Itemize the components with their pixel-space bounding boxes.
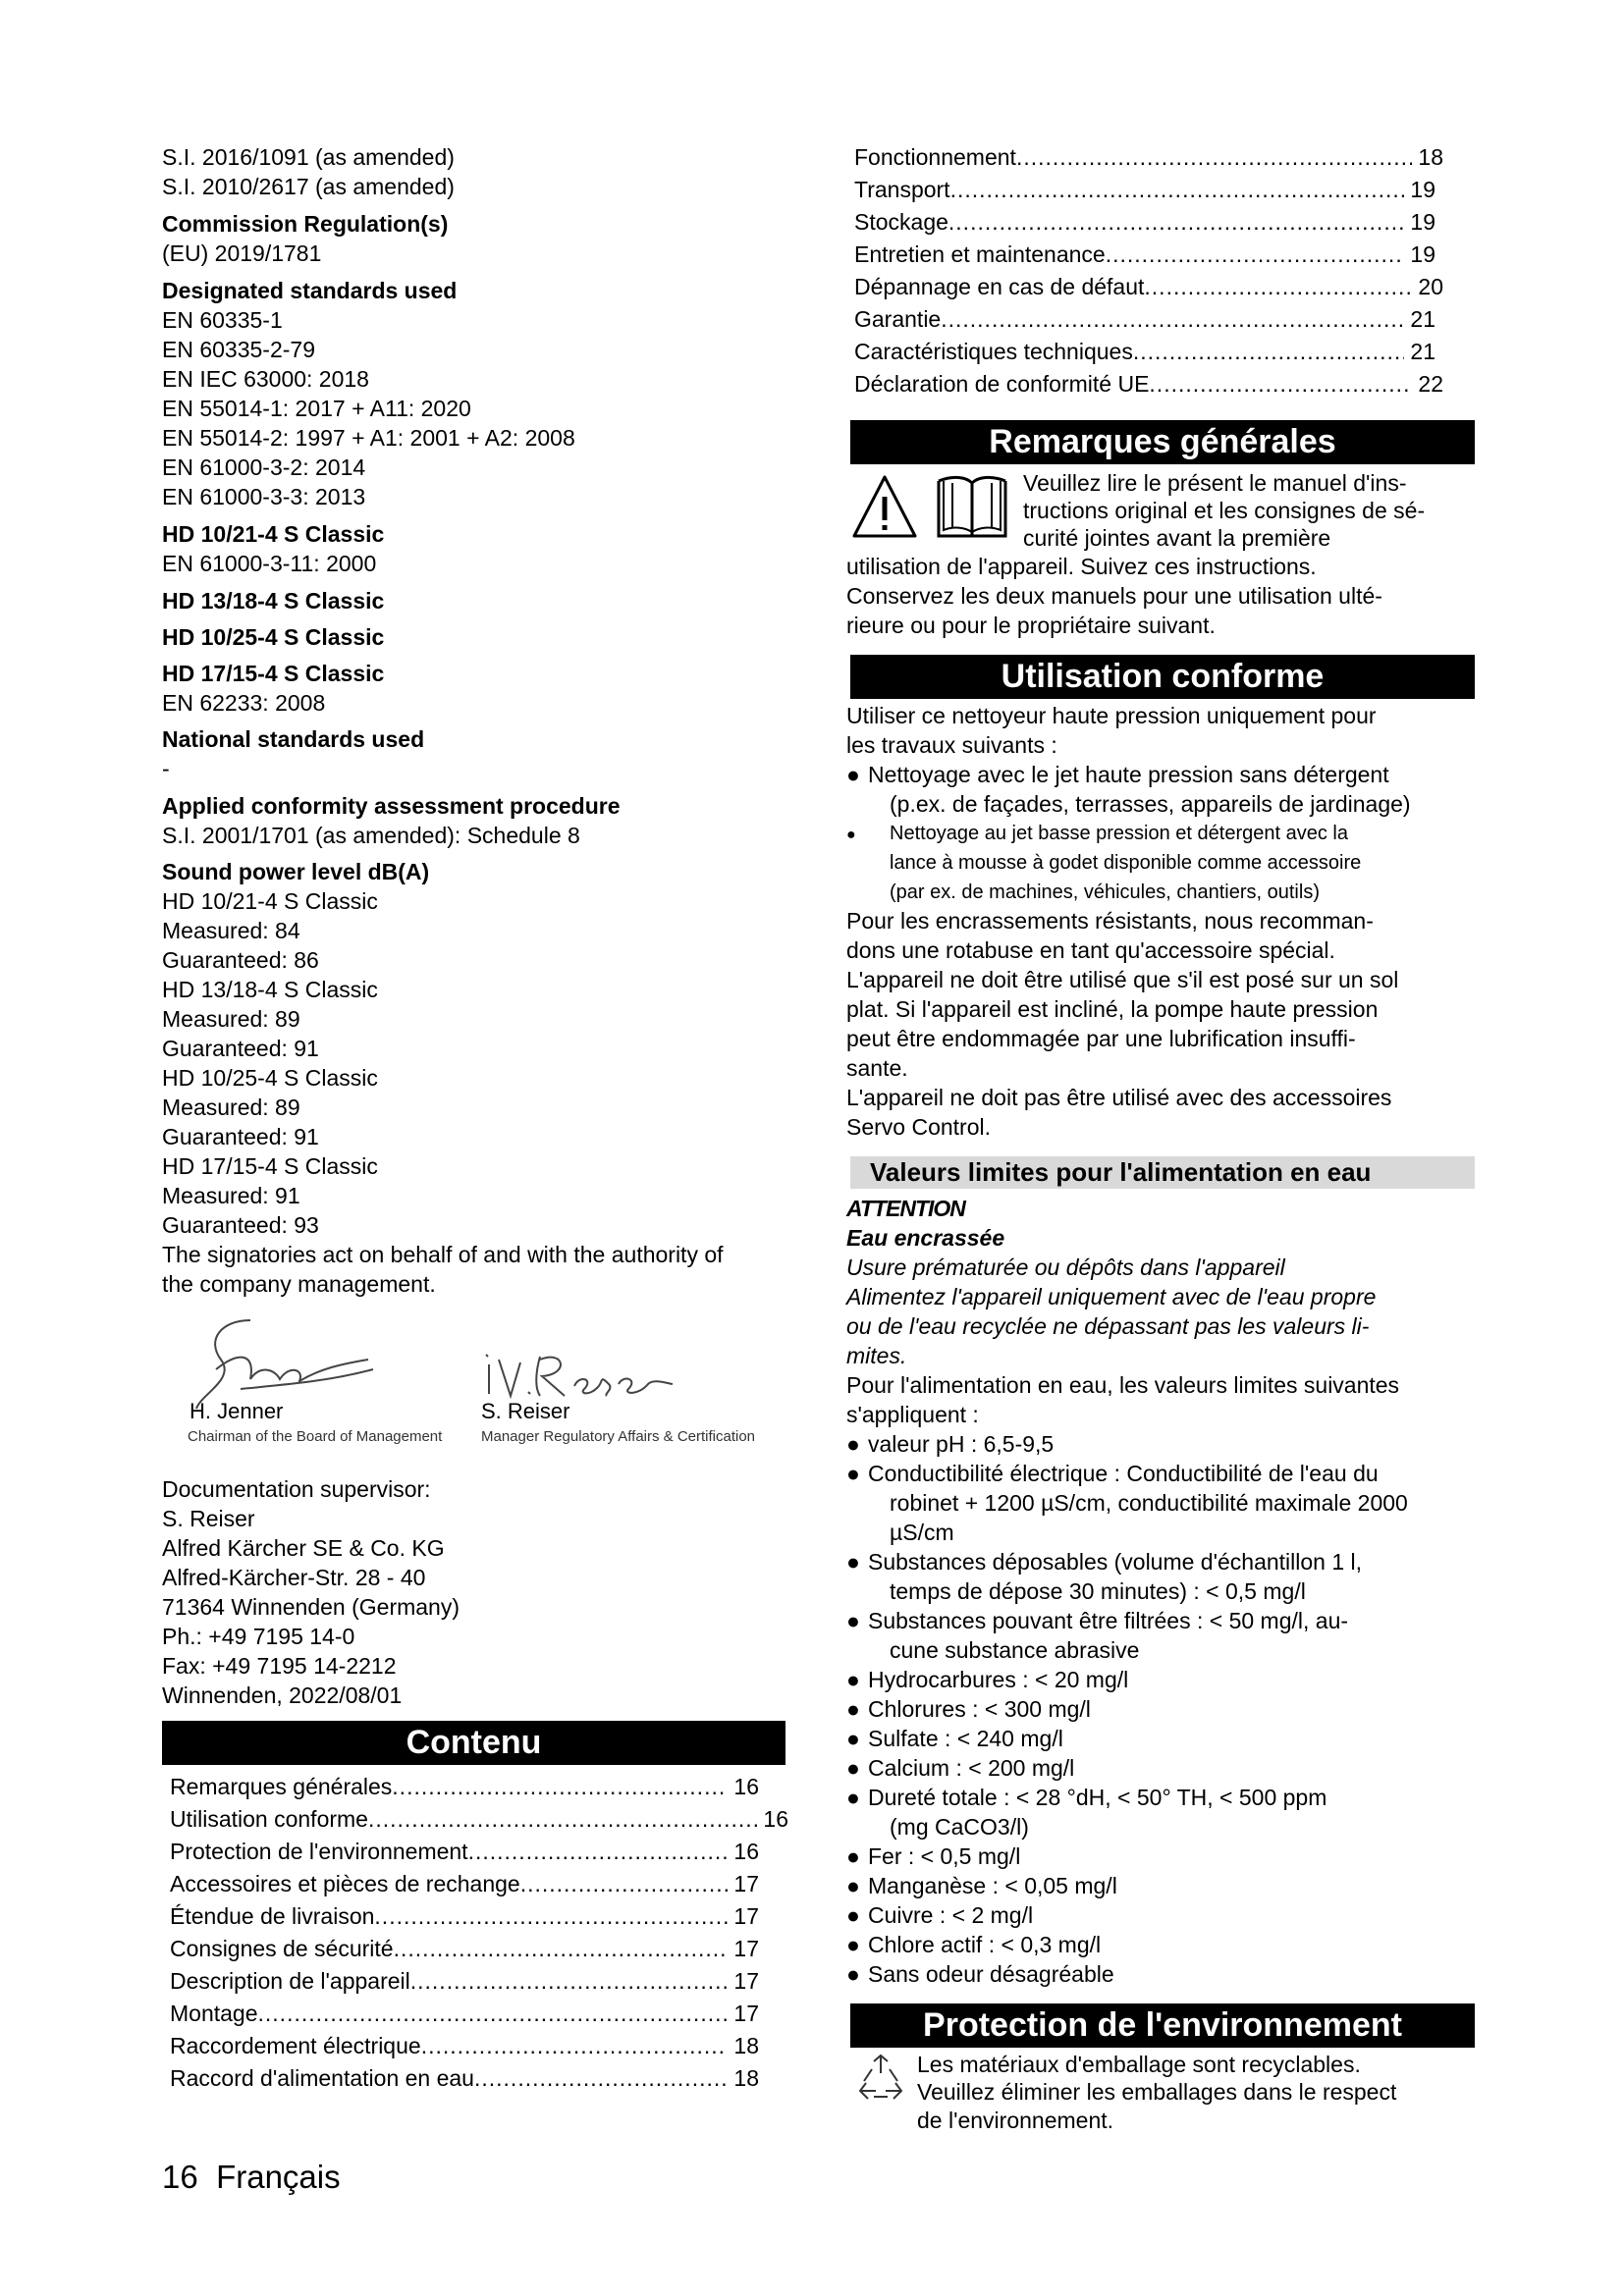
- list-item-cont: (p.ex. de façades, terrasses, appareils de jardinage): [890, 791, 1411, 817]
- manual-book-icon: [939, 477, 1005, 536]
- model-heading: HD 17/15-4 S Classic: [162, 661, 385, 686]
- limit-item: ● Fer : < 0,5 mg/l: [846, 1843, 1021, 1869]
- sound-line: Measured: 84: [162, 918, 300, 943]
- sound-line: Guaranteed: 91: [162, 1036, 319, 1061]
- recycle-icon: [856, 2054, 905, 2103]
- protection-text: de l'environnement.: [917, 2108, 1114, 2133]
- limit-item: ● Calcium : < 200 mg/l: [846, 1755, 1075, 1781]
- remarques-heading: Remarques générales: [850, 420, 1475, 464]
- designated-item: EN 55014-2: 1997 + A1: 2001 + A2: 2008: [162, 425, 575, 451]
- limit-item: ● Cuivre : < 2 mg/l: [846, 1902, 1034, 1928]
- contact-line: Documentation supervisor:: [162, 1476, 431, 1502]
- designated-item: EN 55014-1: 2017 + A11: 2020: [162, 396, 471, 421]
- toc-entry[interactable]: Caractéristiques techniques ..... 21: [854, 337, 1435, 366]
- remarques-text: utilisation de l'appareil. Suivez ces instructions.: [846, 554, 1317, 579]
- toc-entry[interactable]: Garantie ..... 21: [854, 304, 1435, 334]
- limit-item: ● valeur pH : 6,5-9,5: [846, 1431, 1055, 1457]
- toc-entry[interactable]: Protection de l'environnement ..... 16: [170, 1837, 759, 1866]
- sound-line: HD 10/25-4 S Classic: [162, 1065, 378, 1091]
- list-item: ● Nettoyage avec le jet haute pression sans détergent: [846, 762, 1389, 787]
- utilisation-text: peut être endommagée par une lubrification insuffi-: [846, 1026, 1356, 1051]
- national-heading: National standards used: [162, 726, 425, 752]
- model-heading: HD 10/25-4 S Classic: [162, 624, 385, 650]
- applied-heading: Applied conformity assessment procedure: [162, 793, 621, 819]
- sound-line: HD 13/18-4 S Classic: [162, 977, 378, 1002]
- sound-line: HD 10/21-4 S Classic: [162, 888, 378, 914]
- contact-line: Winnenden, 2022/08/01: [162, 1682, 403, 1708]
- limit-item: ● Sans odeur désagréable: [846, 1961, 1114, 1987]
- toc-entry[interactable]: Description de l'appareil ..... 17: [170, 1966, 759, 1996]
- limit-item: ● Hydrocarbures : < 20 mg/l: [846, 1667, 1129, 1692]
- limit-item: ● Chlorures : < 300 mg/l: [846, 1696, 1091, 1722]
- utilisation-text: plat. Si l'appareil est incliné, la pompe haute pression: [846, 996, 1379, 1022]
- contact-line: Fax: +49 7195 14-2212: [162, 1653, 397, 1679]
- utilisation-text: L'appareil ne doit pas être utilisé avec des accessoires: [846, 1085, 1392, 1110]
- sound-line: Measured: 89: [162, 1095, 300, 1120]
- toc-entry[interactable]: Entretien et maintenance ..... 19: [854, 240, 1435, 269]
- sound-line: Guaranteed: 86: [162, 947, 319, 973]
- limit-item-cont: temps de dépose 30 minutes) : < 0,5 mg/l: [890, 1578, 1306, 1604]
- protection-text: Les matériaux d'emballage sont recyclables.: [917, 2052, 1361, 2077]
- contact-line: Ph.: +49 7195 14-0: [162, 1624, 355, 1649]
- limit-item: ● Dureté totale : < 28 °dH, < 50° TH, < 500 ppm: [846, 1785, 1327, 1810]
- contact-line: 71364 Winnenden (Germany): [162, 1594, 460, 1620]
- eau-text: Alimentez l'appareil uniquement avec de l'eau propre: [846, 1284, 1377, 1309]
- sound-line: Measured: 89: [162, 1006, 300, 1032]
- limit-item-cont: (mg CaCO3/l): [890, 1814, 1029, 1840]
- signatories-text: the company management.: [162, 1271, 436, 1297]
- contact-line: S. Reiser: [162, 1506, 255, 1531]
- remarques-text: Veuillez lire le présent le manuel d'ins-: [1023, 470, 1407, 496]
- signature-reiser: [481, 1345, 677, 1404]
- contact-line: Alfred Kärcher SE & Co. KG: [162, 1535, 445, 1561]
- toc-entry[interactable]: Remarques générales ..... 16: [170, 1772, 759, 1801]
- utilisation-text: Servo Control.: [846, 1114, 992, 1140]
- model-standard: EN 61000-3-11: 2000: [162, 551, 377, 576]
- applied-value: S.I. 2001/1701 (as amended): Schedule 8: [162, 823, 580, 848]
- limit-item: ● Sulfate : < 240 mg/l: [846, 1726, 1063, 1751]
- limit-item: ● Conductibilité électrique : Conductibilité de l'eau du: [846, 1461, 1379, 1486]
- remarques-text: Conservez les deux manuels pour une utilisation ulté-: [846, 583, 1382, 609]
- contenu-heading: Contenu: [162, 1721, 785, 1765]
- utilisation-text: sante.: [846, 1055, 908, 1081]
- utilisation-text: L'appareil ne doit être utilisé que s'il est posé sur un sol: [846, 967, 1399, 992]
- limit-item: ● Chlore actif : < 0,3 mg/l: [846, 1932, 1102, 1957]
- eau-text: ou de l'eau recyclée ne dépassant pas les valeurs li-: [846, 1313, 1370, 1339]
- valeurs-text: s'appliquent :: [846, 1402, 979, 1427]
- toc-entry[interactable]: Transport ..... 19: [854, 175, 1435, 204]
- remarques-text: tructions original et les consignes de sé-: [1023, 498, 1426, 523]
- model-heading: HD 13/18-4 S Classic: [162, 588, 385, 614]
- protection-heading: Protection de l'environnement: [850, 2003, 1475, 2048]
- designated-item: EN 61000-3-3: 2013: [162, 484, 366, 509]
- attention-label: ATTENTION: [846, 1196, 965, 1221]
- toc-entry[interactable]: Étendue de livraison ..... 17: [170, 1901, 759, 1931]
- limit-item-cont: cune substance abrasive: [890, 1637, 1140, 1663]
- sound-line: HD 17/15-4 S Classic: [162, 1153, 378, 1179]
- warning-manual-icons: [850, 471, 1017, 545]
- utilisation-text: Utiliser ce nettoyeur haute pression uniquement pour: [846, 703, 1377, 728]
- eau-heading: Eau encrassée: [846, 1225, 1005, 1251]
- signatories-text: The signatories act on behalf of and with the authority of: [162, 1242, 724, 1267]
- page-footer: [162, 2158, 341, 2197]
- list-item-cont: (par ex. de machines, véhicules, chantiers, outils): [890, 881, 1320, 903]
- page-language: Français: [216, 2159, 341, 2195]
- toc-entry[interactable]: Consignes de sécurité ..... 17: [170, 1934, 759, 1963]
- protection-text: Veuillez éliminer les emballages dans le respect: [917, 2079, 1397, 2105]
- toc-entry[interactable]: Raccordement électrique ..... 18: [170, 2031, 759, 2060]
- toc-entry[interactable]: Fonctionnement ..... 18: [854, 142, 1443, 172]
- remarques-text: rieure ou pour le propriétaire suivant.: [846, 613, 1216, 638]
- sound-line: Guaranteed: 91: [162, 1124, 319, 1149]
- signature-jenner-script: [182, 1310, 183, 1311]
- regulation-line: S.I. 2016/1091 (as amended): [162, 144, 455, 170]
- commission-heading: Commission Regulation(s): [162, 211, 449, 237]
- utilisation-text: Pour les encrassements résistants, nous recomman-: [846, 908, 1374, 934]
- model-heading: HD 10/21-4 S Classic: [162, 521, 385, 547]
- sound-line: Measured: 91: [162, 1183, 300, 1208]
- limit-item: ● Substances pouvant être filtrées : < 50 mg/l, au-: [846, 1608, 1349, 1633]
- eau-text: mites.: [846, 1343, 907, 1368]
- model-standard: EN 62233: 2008: [162, 690, 326, 716]
- limit-item: ● Manganèse : < 0,05 mg/l: [846, 1873, 1117, 1898]
- commission-value: (EU) 2019/1781: [162, 240, 322, 266]
- eau-text: Usure prématurée ou dépôts dans l'appareil: [846, 1255, 1285, 1280]
- utilisation-heading: Utilisation conforme: [850, 655, 1475, 699]
- page-number: 16: [162, 2159, 198, 2195]
- utilisation-text: dons une rotabuse en tant qu'accessoire spécial.: [846, 937, 1335, 963]
- signature-reiser-script: [481, 1345, 482, 1346]
- toc-entry[interactable]: Utilisation conforme ..... 16: [170, 1804, 788, 1834]
- warning-triangle-icon: [854, 477, 915, 536]
- signer-name: H. Jenner: [189, 1399, 284, 1423]
- limit-item-cont: robinet + 1200 µS/cm, conductibilité maximale 2000: [890, 1490, 1408, 1516]
- list-item-cont: lance à mousse à godet disponible comme accessoire: [890, 852, 1362, 874]
- designated-heading: Designated standards used: [162, 278, 458, 303]
- toc-entry[interactable]: Stockage ..... 19: [854, 207, 1435, 237]
- designated-item: EN 61000-3-2: 2014: [162, 454, 366, 480]
- signer-title: Manager Regulatory Affairs & Certification: [481, 1428, 756, 1445]
- list-item: ● Nettoyage au jet basse pression et détergent avec la: [846, 823, 1348, 844]
- sound-line: Guaranteed: 93: [162, 1212, 319, 1238]
- signer-title: Chairman of the Board of Management: [188, 1428, 443, 1445]
- valeurs-heading: Valeurs limites pour l'alimentation en eau: [850, 1156, 1475, 1189]
- toc-entry[interactable]: Accessoires et pièces de rechange ..... 17: [170, 1869, 759, 1898]
- designated-item: EN IEC 63000: 2018: [162, 366, 369, 392]
- limit-item-cont: µS/cm: [890, 1520, 954, 1545]
- regulation-line: S.I. 2010/2617 (as amended): [162, 174, 455, 199]
- sound-heading: Sound power level dB(A): [162, 859, 430, 884]
- signer-name: S. Reiser: [481, 1399, 570, 1423]
- national-value: -: [162, 756, 170, 781]
- toc-entry[interactable]: Raccord d'alimentation en eau ..... 18: [170, 2063, 759, 2093]
- toc-entry[interactable]: Dépannage en cas de défaut ..... 20: [854, 272, 1443, 301]
- designated-item: EN 60335-1: [162, 307, 283, 333]
- limit-item: ● Substances déposables (volume d'échantillon 1 l,: [846, 1549, 1363, 1575]
- utilisation-text: les travaux suivants :: [846, 732, 1057, 758]
- remarques-text: curité jointes avant la première: [1023, 525, 1331, 551]
- toc-entry[interactable]: Déclaration de conformité UE ..... 22: [854, 369, 1443, 399]
- designated-item: EN 60335-2-79: [162, 337, 315, 362]
- toc-entry[interactable]: Montage ..... 17: [170, 1999, 759, 2028]
- contact-line: Alfred-Kärcher-Str. 28 - 40: [162, 1565, 426, 1590]
- valeurs-text: Pour l'alimentation en eau, les valeurs limites suivantes: [846, 1372, 1400, 1398]
